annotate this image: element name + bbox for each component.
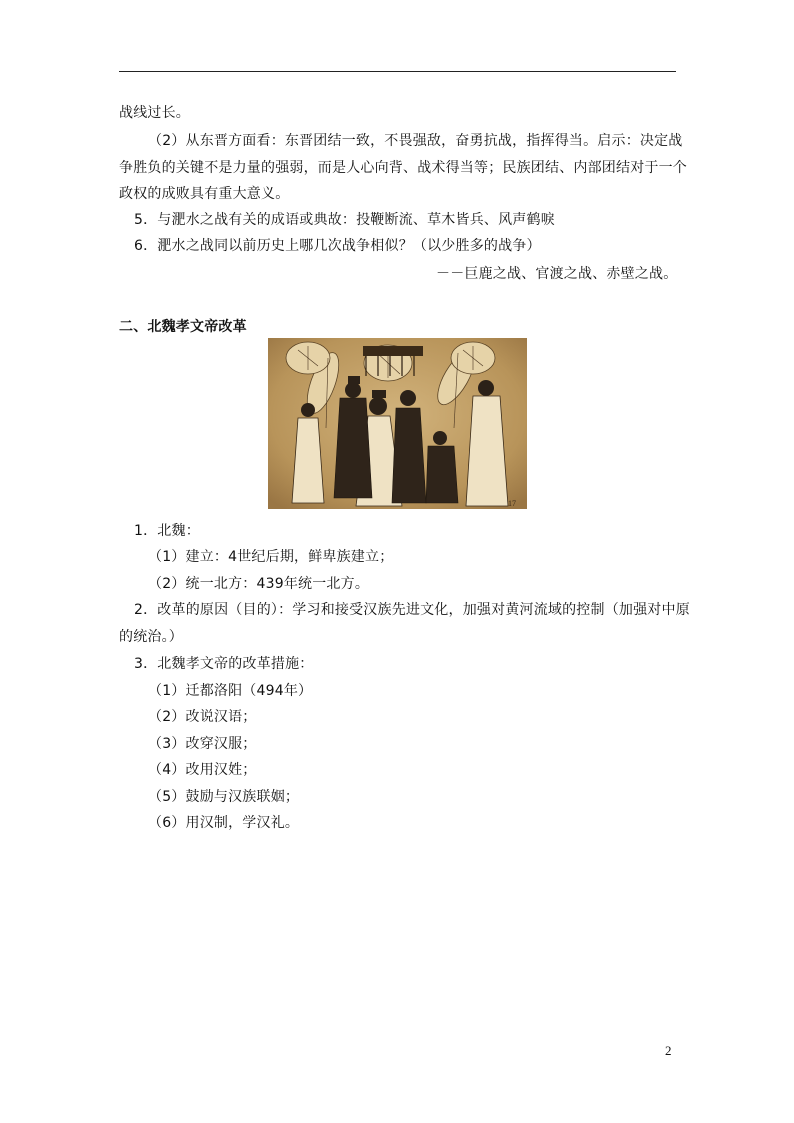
list-item: 的统治。） [119, 629, 183, 645]
text-line: （2）从东晋方面看：东晋团结一致，不畏强敌，奋勇抗战，指挥得当。启示：决定战 [148, 133, 683, 149]
list-item: （3）改穿汉服； [148, 736, 257, 752]
list-item: （2）改说汉语； [148, 709, 257, 725]
list-item: （2）统一北方：439年统一北方。 [148, 576, 370, 592]
svg-text:17: 17 [508, 499, 516, 508]
list-item: （5）鼓励与汉族联姻； [148, 789, 300, 805]
list-item: 2．改革的原因（目的）：学习和接受汉族先进文化，加强对黄河流域的控制（加强对中原 [134, 602, 690, 618]
list-item: 1．北魏： [134, 523, 200, 539]
text-line: 争胜负的关键不是力量的强弱，而是人心向背、战术得当等；民族团结、内部团结对于一个 [119, 160, 687, 176]
header-rule [119, 71, 676, 72]
list-item: （1）迁都洛阳（494年） [148, 683, 313, 699]
list-item: （1）建立：4世纪后期，鲜卑族建立； [148, 549, 394, 565]
page-number: 2 [665, 1043, 672, 1058]
section-heading: 二、北魏孝文帝改革 [119, 319, 247, 335]
text-line: －－巨鹿之战、官渡之战、赤壁之战。 [436, 266, 678, 282]
text-line: 战线过长。 [119, 105, 190, 121]
text-line: 6．淝水之战同以前历史上哪几次战争相似？（以少胜多的战争） [134, 238, 541, 254]
text-line: 5．与淝水之战有关的成语或典故：投鞭断流、草木皆兵、风声鹤唳 [134, 212, 555, 228]
list-item: （4）改用汉姓； [148, 762, 257, 778]
text-line: 政权的成败具有重大意义。 [119, 186, 290, 202]
list-item: （6）用汉制，学汉礼。 [148, 815, 300, 831]
list-item: 3．北魏孝文帝的改革措施： [134, 656, 314, 672]
emperor-procession-painting [268, 338, 527, 509]
